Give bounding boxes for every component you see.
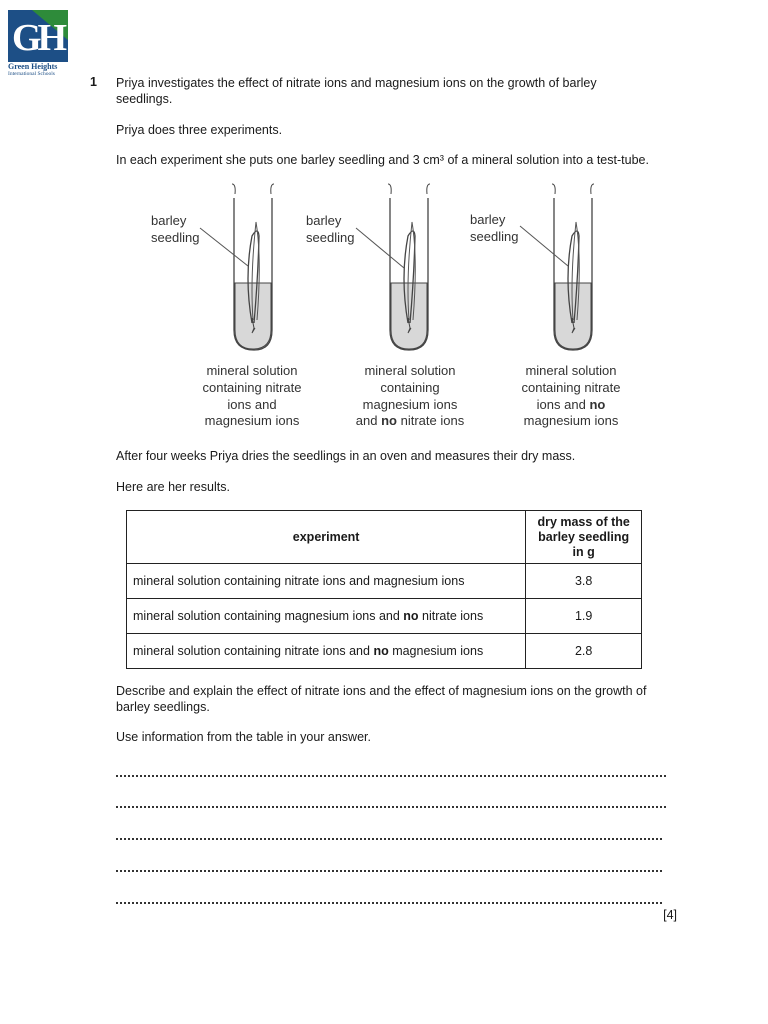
caption-3-no: no <box>589 397 606 412</box>
table-row <box>127 599 642 634</box>
caption-1-line1: mineral solution <box>206 363 298 378</box>
caption-2-line4 <box>356 413 465 428</box>
caption-2 <box>356 363 465 428</box>
caption-2-no: no <box>381 413 397 428</box>
para-4: After four weeks Priya dries the seedlings in an oven and measures their dry mass. <box>116 449 576 463</box>
header-dry-mass-l1: dry mass of the <box>537 514 630 529</box>
header-dry-mass <box>526 511 642 564</box>
row-3-experiment <box>127 634 526 669</box>
caption-2-line3: magnesium ions <box>362 397 458 412</box>
task-line-2: barley seedlings. <box>116 700 210 714</box>
caption-3-line4: magnesium ions <box>523 413 619 428</box>
tube-2-label-line1: barley <box>306 213 342 228</box>
row-3-bold: no <box>373 644 389 658</box>
table-row <box>127 564 642 599</box>
test-tube-2 <box>356 184 430 350</box>
tube-3-label-line1: barley <box>470 212 506 227</box>
intro-line-2: seedlings. <box>116 92 173 106</box>
tube-1-label-line2: seedling <box>151 230 200 245</box>
intro-line-1: Priya investigates the effect of nitrate ions and magnesium ions on the growth of barley <box>116 76 597 90</box>
caption-1-line4: magnesium ions <box>204 413 300 428</box>
question-intro <box>116 75 686 107</box>
row-2-bold: no <box>403 609 419 623</box>
row-2-experiment <box>127 599 526 634</box>
row-2-pre: mineral solution containing magnesium ions and <box>133 609 404 623</box>
marks-indicator: [4] <box>663 908 677 922</box>
logo-emblem <box>8 10 68 62</box>
logo-letters: GH <box>12 17 64 59</box>
caption-2-and: and <box>355 413 382 428</box>
caption-3-line1: mineral solution <box>525 363 617 378</box>
caption-3-ions-and: ions and <box>536 397 586 412</box>
tube-3-label-line2: seedling <box>470 229 519 244</box>
test-tube-1 <box>200 184 274 350</box>
row-3-post: magnesium ions <box>388 644 484 658</box>
answer-line-5[interactable] <box>116 902 662 904</box>
task-line-1: Describe and explain the effect of nitrate ions and the effect of magnesium ions on the growth of <box>116 684 647 698</box>
row-2-post: nitrate ions <box>418 609 484 623</box>
para-5: Here are her results. <box>116 480 230 494</box>
header-experiment: experiment <box>127 511 526 564</box>
question-number: 1 <box>90 75 97 89</box>
row-1-experiment <box>127 564 526 599</box>
answer-line-2[interactable] <box>116 806 666 808</box>
table-header-row <box>127 511 642 564</box>
caption-2-line1: mineral solution <box>364 363 456 378</box>
caption-3 <box>521 363 620 428</box>
tube-2-label-line2: seedling <box>306 230 355 245</box>
caption-3-line3 <box>537 397 606 412</box>
caption-1 <box>202 363 301 428</box>
task-line-3: Use information from the table in your answer. <box>116 730 371 744</box>
school-logo <box>8 10 72 78</box>
answer-line-1[interactable] <box>116 775 666 777</box>
task-instruction <box>116 683 686 715</box>
row-1-text: mineral solution containing nitrate ions and magnesium ions <box>133 574 465 588</box>
row-2-mass: 1.9 <box>526 599 642 634</box>
results-table <box>126 510 642 669</box>
caption-3-line2: containing nitrate <box>521 380 621 395</box>
row-3-pre: mineral solution containing nitrate ions and <box>133 644 374 658</box>
question-para-3: In each experiment she puts one barley seedling and 3 cm³ of a mineral solution into a test-tube. <box>116 153 649 167</box>
tube-1-label-line1: barley <box>151 213 187 228</box>
answer-line-3[interactable] <box>116 838 662 840</box>
caption-1-line2: containing nitrate <box>202 380 302 395</box>
answer-line-4[interactable] <box>116 870 662 872</box>
header-dry-mass-l2: barley seedling <box>538 529 630 544</box>
row-3-mass: 2.8 <box>526 634 642 669</box>
logo-school-name: Green Heights <box>8 62 58 71</box>
caption-2-nitrate: nitrate ions <box>400 413 465 428</box>
caption-2-line2: containing <box>380 380 440 395</box>
table-row <box>127 634 642 669</box>
logo-school-subtitle: International Schools <box>8 71 55 77</box>
question-para-2: Priya does three experiments. <box>116 123 283 137</box>
test-tube-figure <box>140 178 650 440</box>
row-1-mass: 3.8 <box>526 564 642 599</box>
caption-1-line3: ions and <box>227 397 277 412</box>
test-tube-3 <box>520 184 594 350</box>
header-dry-mass-l3: in g <box>572 544 595 559</box>
